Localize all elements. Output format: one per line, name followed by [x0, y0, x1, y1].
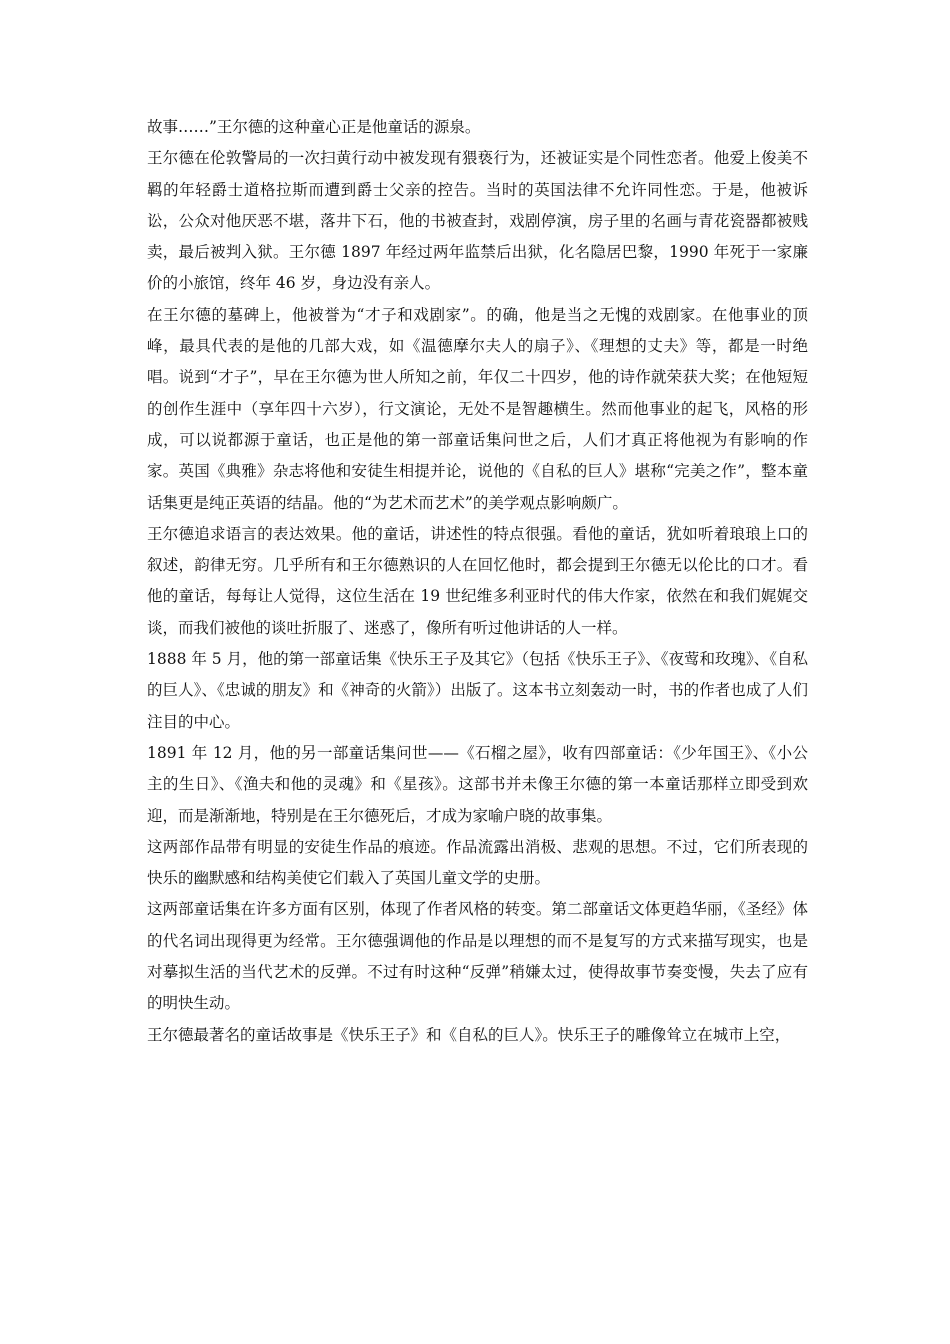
paragraph-7: 这两部作品带有明显的安徒生作品的痕迹。作品流露出消极、悲观的思想。不过，它们所表现的快乐的幽默感和结构美使它们载入了英国儿童文学的史册。 — [147, 837, 808, 888]
paragraph-2: 王尔德在伦敦警局的一次扫黄行动中被发现有猥亵行为，还被证实是个同性恋者。他爱上俊美不羁的年轻爵士道格拉斯而遭到爵士父亲的控告。当时的英国法律不允许同性恋。于是，他被诉讼，公众对他厌恶不堪，落井下石，他的书被查封，戏剧停演，房子里的名画与青花瓷器都被贱卖，最后被判入狱。王尔德 1897 年经过两年监禁后出狱，化名隐居巴黎，1990 年死于一家廉价的小旅馆，终年 46 岁，身边没有亲人。 — [147, 149, 808, 293]
paragraph-5: 1888 年 5 月，他的第一部童话集《快乐王子及其它》（包括《快乐王子》、《夜莺和玫瑰》、《自私的巨人》、《忠诚的朋友》和《神奇的火箭》）出版了。这本书立刻轰动一时，书的作者也成了人们注目的中心。 — [147, 650, 808, 731]
paragraph-3: 在王尔德的墓碑上，他被誉为“才子和戏剧家”。的确，他是当之无愧的戏剧家。在他事业的顶峰，最具代表的是他的几部大戏，如《温德摩尔夫人的扇子》、《理想的丈夫》等，都是一时绝唱。说到“才子”，早在王尔德为世人所知之前，年仅二十四岁，他的诗作就荣获大奖；在他短短的创作生涯中（享年四十六岁），行文演论，无处不是智趣横生。然而他事业的起飞，风格的形成，可以说都源于童话，也正是他的第一部童话集问世之后，人们才真正将他视为有影响的作家。英国《典雅》杂志将他和安徒生相提并论，说他的《自私的巨人》堪称“完美之作”，整本童话集更是纯正英语的结晶。他的“为艺术而艺术”的美学观点影响颇广。 — [147, 305, 808, 512]
document-body — [147, 112, 808, 1051]
paragraph-1: 故事……”王尔德的这种童心正是他童话的源泉。 — [147, 118, 481, 136]
paragraph-6: 1891 年 12 月，他的另一部童话集问世——《石榴之屋》，收有四部童话：《少年国王》、《小公主的生日》、《渔夫和他的灵魂》和《星孩》。这部书并未像王尔德的第一本童话那样立即受到欢迎，而是渐渐地，特别是在王尔德死后，才成为家喻户晓的故事集。 — [147, 743, 808, 825]
paragraph-9: 王尔德最著名的童话故事是《快乐王子》和《自私的巨人》。快乐王子的雕像耸立在城市上空， — [147, 1025, 791, 1044]
paragraph-8: 这两部童话集在许多方面有区别，体现了作者风格的转变。第二部童话文体更趋华丽，《圣经》体的代名词出现得更为经常。王尔德强调他的作品是以理想的而不是复写的方式来描写现实，也是对摹拟生活的当代艺术的反弹。不过有时这种“反弹”稍嫌太过，使得故事节奏变慢，失去了应有的明快生动。 — [147, 900, 808, 1013]
paragraph-4: 王尔德追求语言的表达效果。他的童话，讲述性的特点很强。看他的童话，犹如听着琅琅上口的叙述，韵律无穷。几乎所有和王尔德熟识的人在回忆他时，都会提到王尔德无以伦比的口才。看他的童话，每每让人觉得，这位生活在 19 世纪维多利亚时代的伟大作家，依然在和我们娓娓交谈，而我们被他的谈吐折服了、迷惑了，像所有听过他讲话的人一样。 — [147, 524, 808, 637]
